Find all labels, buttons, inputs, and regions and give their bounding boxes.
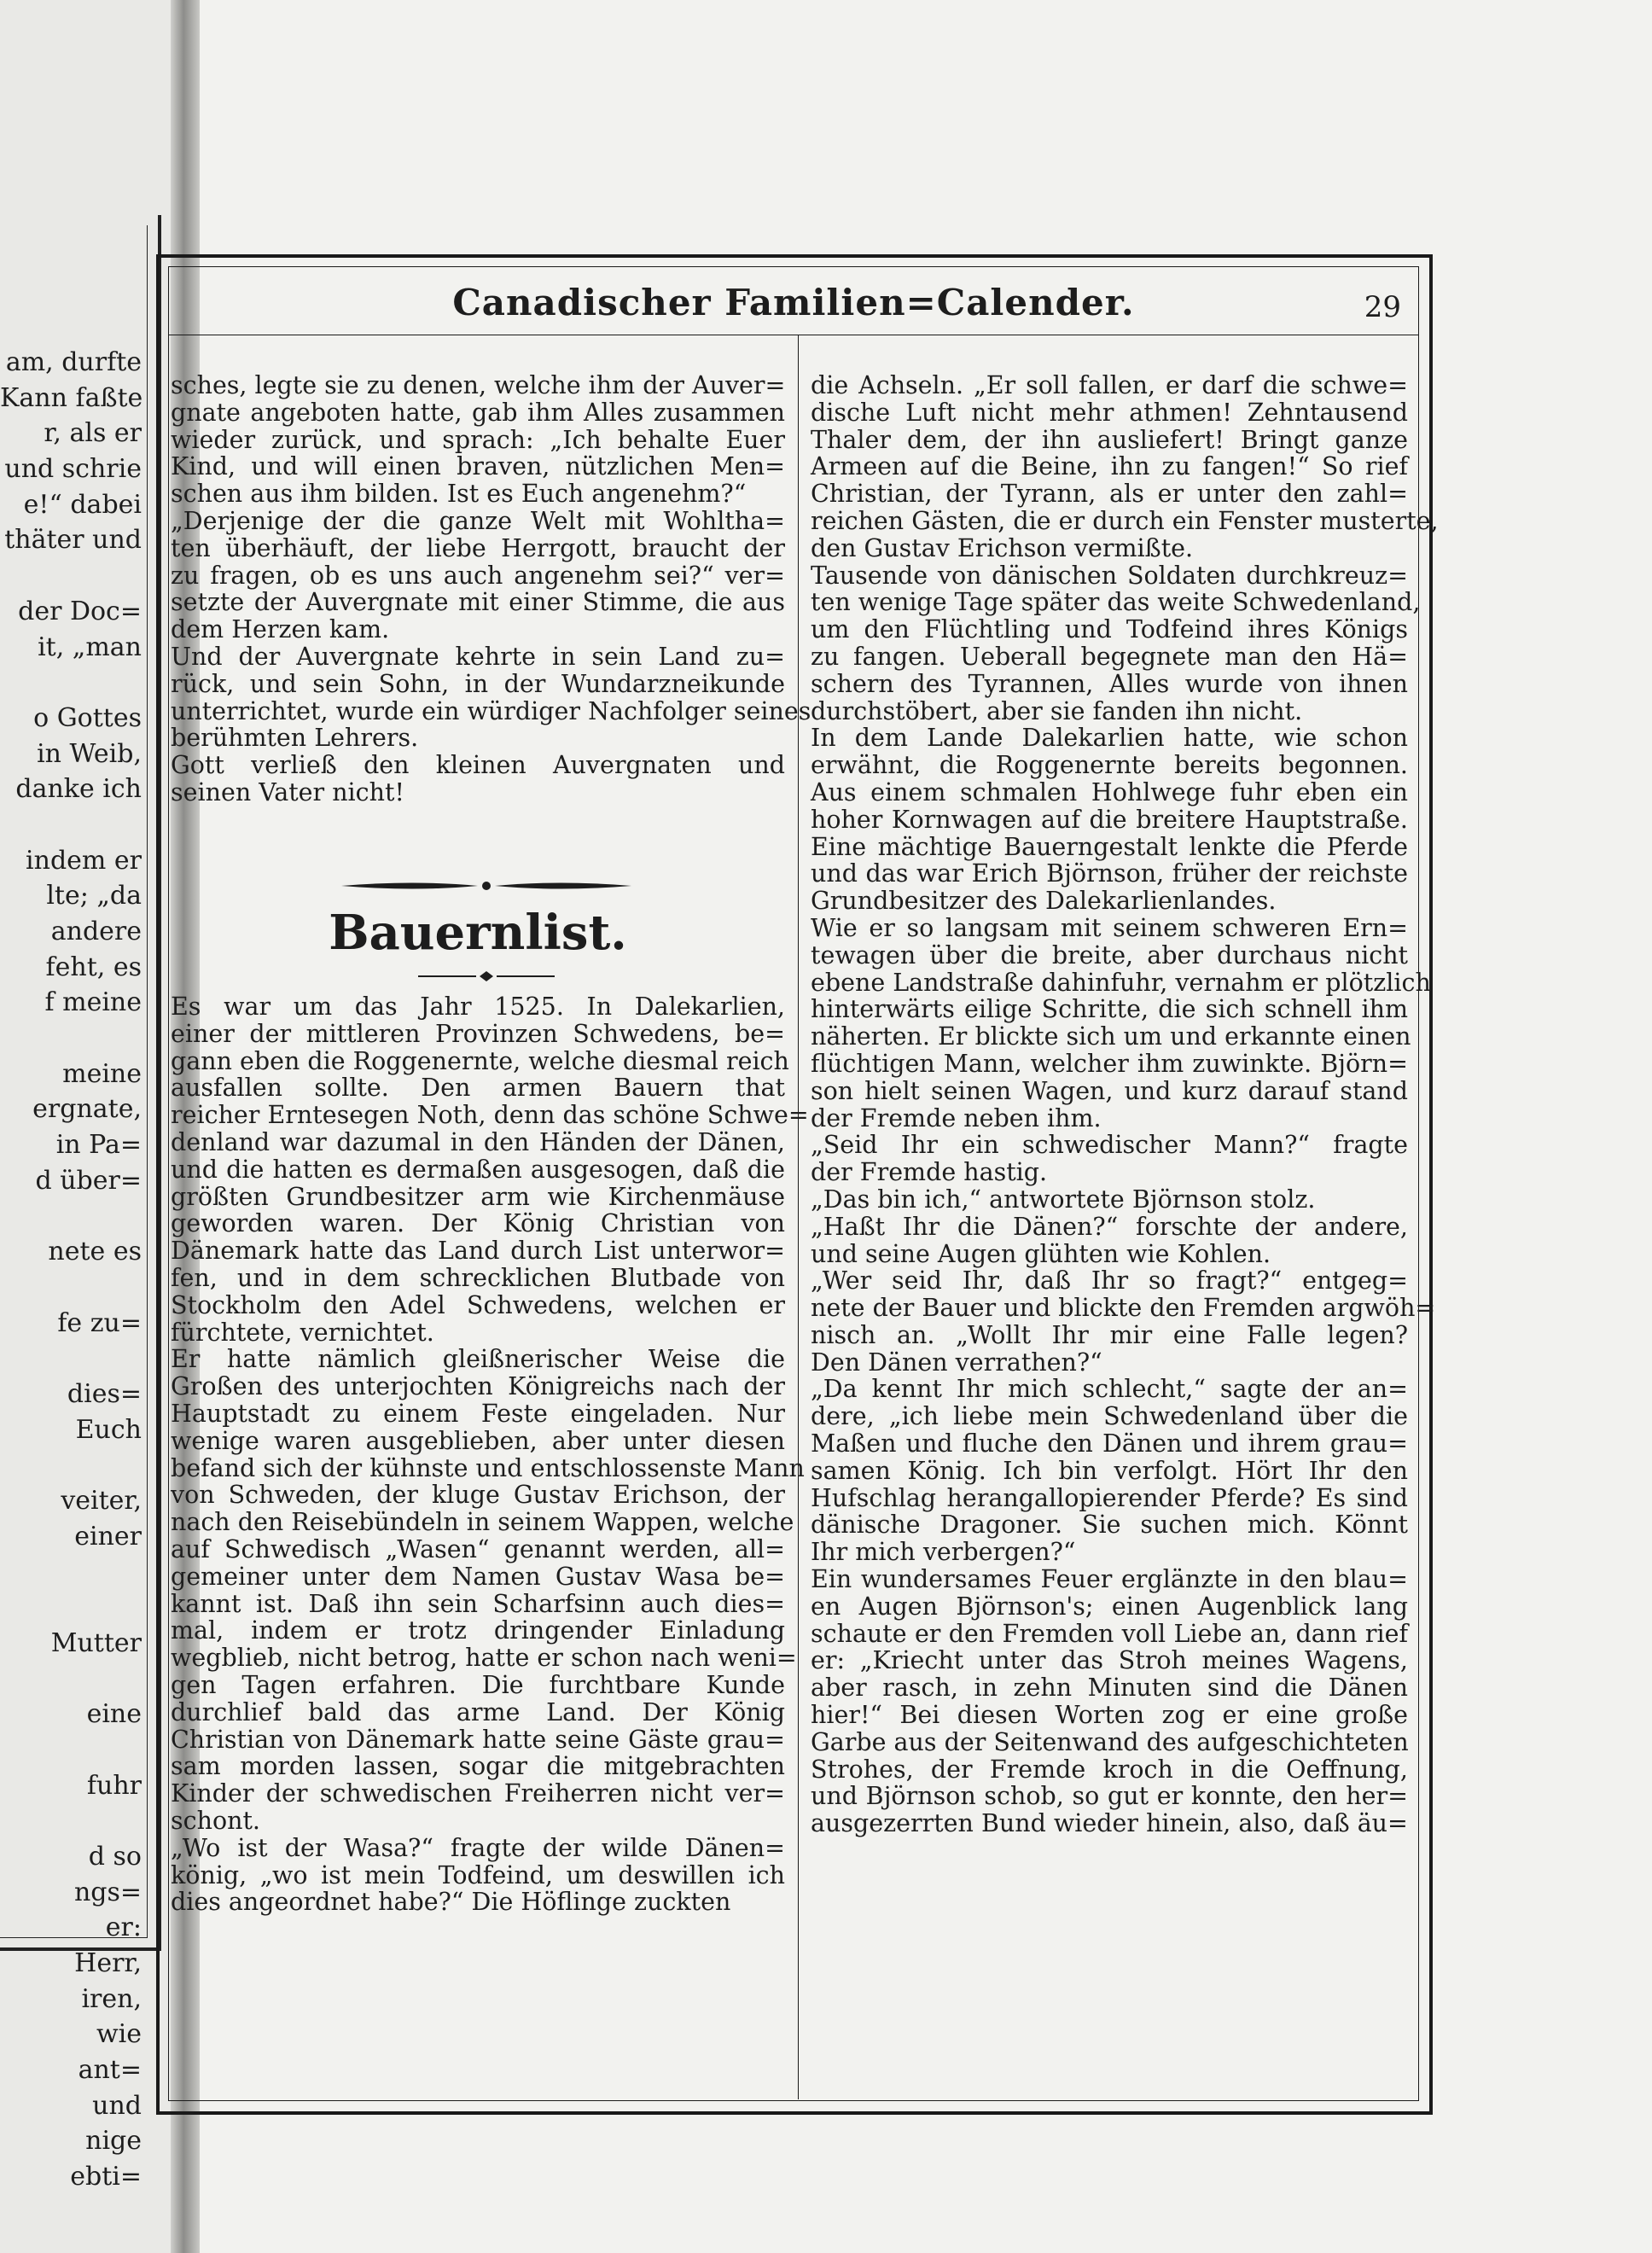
page-number: 29 <box>1364 290 1401 324</box>
text-line: Kinder der schwedischen Freiherren nicht ver= <box>171 1779 785 1808</box>
text-line: sches, legte sie zu denen, welche ihm der Auver= <box>171 371 786 399</box>
text-line: Christian, der Tyrann, als er unter den zahl= <box>811 480 1408 509</box>
left-column-bottom <box>171 993 809 1917</box>
text-line: reicher Erntesegen Noth, denn das schöne Schwe= <box>171 1101 809 1130</box>
text-line: um den Flüchtling und Todfeind ihres Königs <box>811 615 1408 644</box>
column-divider <box>798 335 799 2099</box>
text-line: und seine Augen glühten wie Kohlen. <box>811 1239 1271 1268</box>
text-line: den Gustav Erichson vermißte. <box>811 533 1194 562</box>
section-ornament <box>341 878 631 894</box>
text-line: ten überhäuft, der liebe Herrgott, braucht der <box>171 533 785 562</box>
left-page-text <box>0 345 142 2195</box>
text-line: Dänemark hatte das Land durch List unterwor= <box>171 1237 785 1266</box>
left-page-line: f meine <box>44 987 142 1018</box>
left-page-line <box>0 1590 142 1626</box>
text-line: „Haßt Ihr die Dänen?“ forschte der andere, <box>811 1212 1408 1241</box>
left-page-line <box>0 1021 142 1057</box>
text-line: könig, „wo ist mein Todfeind, um deswillen ich <box>171 1860 785 1889</box>
text-line: Strohes, der Fremde kroch in die Oeffnung, <box>811 1755 1408 1784</box>
left-page-line <box>0 1199 142 1235</box>
text-line: „Wo ist der Wasa?“ fragte der wilde Dänen= <box>171 1833 785 1862</box>
text-line: nete der Bauer und blickte den Fremden argwöh= <box>811 1294 1436 1323</box>
text-line: Aus einem schmalen Hohlwege fuhr eben ein <box>811 777 1408 806</box>
text-line: ten wenige Tage später das weite Schwedenland, <box>811 588 1421 617</box>
text-line: Tausende von dänischen Soldaten durchkreuz= <box>811 561 1408 590</box>
right-column <box>811 371 1439 1838</box>
left-page-line: danke ich <box>15 774 142 805</box>
left-page-line <box>0 1661 142 1697</box>
text-line: die Achseln. „Er soll fallen, er darf die schwe= <box>811 371 1408 399</box>
text-line: sam morden lassen, sogar die mitgebrachten <box>171 1752 785 1781</box>
text-line: „Das bin ich,“ antwortete Björnson stolz. <box>811 1185 1316 1214</box>
text-line: und die hatten es dermaßen ausgesogen, daß die <box>171 1155 785 1184</box>
text-line: gemeiner unter dem Namen Gustav Wasa be= <box>171 1562 785 1591</box>
text-line: „Derjenige der die ganze Welt mit Wohltha= <box>171 506 785 535</box>
text-line: son hielt seinen Wagen, und kurz darauf stand <box>811 1076 1408 1105</box>
text-line: rück, und sein Sohn, in der Wundarzneikunde <box>171 669 785 698</box>
left-page-line: ergnate, <box>32 1094 142 1125</box>
text-line: Den Dänen verrathen?“ <box>811 1348 1102 1377</box>
text-line: berühmten Lehrers. <box>171 724 419 753</box>
left-page-line: er: <box>105 1912 142 1943</box>
text-line: dem Herzen kam. <box>171 615 390 644</box>
text-line: Hauptstadt zu einem Feste eingeladen. Nur <box>171 1399 785 1428</box>
text-line: dänische Dragoner. Sie suchen mich. Könnt <box>811 1511 1408 1540</box>
left-page-line: ngs= <box>73 1877 142 1907</box>
running-header <box>179 275 1408 335</box>
text-line: Garbe aus der Seitenwand des aufgeschichteten <box>811 1727 1409 1756</box>
text-line: zu fragen, ob es uns auch angenehm sei?“ ver= <box>171 561 785 590</box>
left-page-line <box>0 1270 142 1306</box>
left-page-line: meine <box>62 1058 142 1089</box>
text-line: ebene Landstraße dahinfuhr, vernahm er plötzlich <box>811 968 1431 997</box>
left-page-line: Herr, <box>74 1947 142 1978</box>
left-page-line: veiter, <box>61 1486 142 1516</box>
running-title: Canadischer Familien=Calender. <box>452 282 1135 323</box>
left-page-line <box>0 1803 142 1839</box>
left-page-line: Euch <box>75 1414 142 1445</box>
text-line: Er hatte nämlich gleißnerischer Weise die <box>171 1345 785 1374</box>
text-line: der Fremde hastig. <box>811 1158 1048 1187</box>
left-page-line: Mutter <box>50 1627 142 1658</box>
text-line: Großen des unterjochten Königreichs nach der <box>171 1372 785 1401</box>
text-line: wegblieb, nicht betrog, hatte er schon nach weni= <box>171 1644 797 1673</box>
left-page-line: und <box>92 2090 142 2121</box>
text-line: fürchtete, vernichtet. <box>171 1318 434 1347</box>
text-line: en Augen Björnson's; einen Augenblick lang <box>811 1592 1408 1621</box>
text-line: geworden waren. Der König Christian von <box>171 1209 785 1238</box>
text-line: Hufschlag herangallopierender Pferde? Es sind <box>811 1483 1408 1512</box>
text-line: setzte der Auvergnate mit einer Stimme, die aus <box>171 588 785 617</box>
text-line: durchlief bald das arme Land. Der König <box>171 1697 785 1726</box>
left-page-line: nete es <box>48 1237 142 1267</box>
text-line: Christian von Dänemark hatte seine Gäste grau= <box>171 1725 785 1754</box>
left-page-line: d über= <box>35 1165 142 1196</box>
left-page-line: einer <box>74 1521 142 1551</box>
text-line: ausgezerrten Bund wieder hinein, also, daß äu= <box>811 1809 1408 1838</box>
left-page-line <box>0 1341 142 1377</box>
text-line: befand sich der kühnste und entschlossenste Mann <box>171 1453 805 1482</box>
text-line: nisch an. „Wollt Ihr mir eine Falle legen? <box>811 1320 1408 1349</box>
text-line: Armeen auf die Beine, ihn zu fangen!“ So rief <box>811 452 1408 481</box>
text-line: hinterwärts eilige Schritte, die sich schnell ihm <box>811 995 1408 1024</box>
left-page-line: in Weib, <box>37 738 142 769</box>
left-page-line: dies= <box>67 1378 142 1409</box>
left-page-line <box>0 1732 142 1768</box>
left-page-line: am, durfte <box>5 347 142 377</box>
left-column-top <box>171 371 811 806</box>
text-line: reichen Gästen, die er durch ein Fenster musterte, <box>811 506 1439 535</box>
text-line: gen Tagen erfahren. Die furchtbare Kunde <box>171 1670 785 1699</box>
left-page-line: Kann faßte <box>0 382 143 413</box>
text-line: tewagen über die breite, aber durchaus nicht <box>811 940 1408 969</box>
text-line: Maßen und fluche den Dänen und ihrem grau= <box>811 1429 1408 1458</box>
text-line: größten Grundbesitzer arm wie Kirchenmäuse <box>171 1182 785 1211</box>
text-line: aber rasch, in zehn Minuten sind die Dänen <box>811 1674 1408 1703</box>
text-line: Ein wundersames Feuer erglänzte in den blau= <box>811 1565 1408 1594</box>
left-page-line: feht, es <box>45 952 142 982</box>
text-line: nach den Reisebündeln in seinem Wappen, welche <box>171 1508 794 1537</box>
text-line: auf Schwedisch „Wasen“ genannt werden, all= <box>171 1534 785 1563</box>
text-line: unterrichtet, wurde ein würdiger Nachfolger seines <box>171 696 811 725</box>
text-line: „Wer seid Ihr, daß Ihr so fragt?“ entgeg= <box>811 1266 1408 1295</box>
left-page-line: thäter und <box>4 525 142 556</box>
text-line: denland war dazumal in den Händen der Dänen, <box>171 1127 785 1156</box>
text-line: Gott verließ den kleinen Auvergnaten und <box>171 751 785 780</box>
text-line: schen aus ihm bilden. Ist es Euch angenehm?“ <box>171 480 747 509</box>
left-page-line: andere <box>50 917 142 946</box>
text-line: von Schweden, der kluge Gustav Erichson, der <box>171 1481 785 1510</box>
text-line: wenige waren ausgeblieben, aber unter diesen <box>171 1426 785 1455</box>
text-line: dere, „ich liebe mein Schwedenland über die <box>811 1402 1408 1431</box>
text-line: fen, und in dem schrecklichen Blutbade von <box>171 1263 785 1292</box>
text-line: und das war Erich Björnson, früher der reichste <box>811 859 1408 888</box>
text-line: gann eben die Roggenernte, welche diesmal reich <box>171 1046 789 1075</box>
left-page-line: fuhr <box>86 1770 142 1801</box>
text-line: hoher Kornwagen auf die breitere Hauptstraße. <box>811 805 1408 834</box>
text-line: Grundbesitzer des Dalekarlienlandes. <box>811 887 1277 916</box>
text-line: seinen Vater nicht! <box>171 777 404 806</box>
left-page-line <box>0 665 142 701</box>
left-page-line: it, „man <box>38 632 142 662</box>
text-line: hier!“ Bei diesen Worten zog er eine große <box>811 1701 1408 1730</box>
text-line: und Björnson schob, so gut er konnte, den her= <box>811 1782 1408 1811</box>
text-line: schern des Tyrannen, Alles wurde von ihnen <box>811 669 1408 698</box>
text-line: dische Luft nicht mehr athmen! Zehntausend <box>811 398 1408 427</box>
left-page-line: d so <box>88 1841 142 1872</box>
text-line: Ihr mich verbergen?“ <box>811 1538 1076 1567</box>
text-line: der Fremde neben ihm. <box>811 1103 1102 1132</box>
text-line: Stockholm den Adel Schwedens, welchen er <box>171 1290 785 1319</box>
left-page-line <box>0 807 142 843</box>
text-line: dies angeordnet habe?“ Die Höflinge zuckten <box>171 1888 731 1917</box>
left-page-line: in Pa= <box>55 1130 142 1161</box>
text-line: wieder zurück, und sprach: „Ich behalte Euer <box>171 425 785 454</box>
left-page-line: eine <box>86 1699 142 1730</box>
left-page-line: wie <box>96 2019 142 2050</box>
left-page-line: ebti= <box>70 2162 142 2192</box>
title-ornament <box>418 971 555 981</box>
text-line: flüchtigen Mann, welcher ihm zuwinkte. Björn= <box>811 1049 1408 1078</box>
text-line: Es war um das Jahr 1525. In Dalekarlien, <box>171 993 785 1021</box>
text-line: Und der Auvergnate kehrte in sein Land zu= <box>171 642 785 671</box>
text-line: „Da kennt Ihr mich schlecht,“ sagte der an= <box>811 1375 1408 1404</box>
left-page-line: der Doc= <box>18 596 142 626</box>
left-page-line <box>0 558 142 594</box>
text-line: er: „Kriecht unter das Stroh meines Wagens, <box>811 1646 1408 1675</box>
left-page-line <box>0 1554 142 1590</box>
text-line: zu fangen. Ueberall begegnete man den Hä= <box>811 642 1408 671</box>
text-line: erwähnt, die Roggenernte bereits begonnen. <box>811 751 1408 780</box>
left-page-line: nige <box>85 2126 142 2157</box>
text-line: Kind, und will einen braven, nützlichen Men= <box>171 452 785 481</box>
left-page-line: lte; „da <box>46 881 142 911</box>
text-line: Eine mächtige Bauerngestalt lenkte die Pferde <box>811 832 1408 861</box>
left-page-line: fe zu= <box>57 1307 142 1338</box>
text-line: gnate angeboten hatte, gab ihm Alles zusammen <box>171 398 785 427</box>
left-page-line <box>0 1447 142 1483</box>
text-line: Wie er so langsam mit seinem schweren Ern= <box>811 913 1408 942</box>
text-line: schont. <box>171 1806 260 1835</box>
left-page-line: ant= <box>78 2055 142 2085</box>
text-line: In dem Lande Dalekarlien hatte, wie schon <box>811 724 1408 753</box>
text-line: „Seid Ihr ein schwedischer Mann?“ fragte <box>811 1131 1408 1160</box>
text-line: mal, indem er trotz dringender Einladung <box>171 1616 785 1645</box>
text-line: schaute er den Fremden voll Liebe an, dann rief <box>811 1619 1408 1648</box>
text-line: näherten. Er blickte sich um und erkannte einen <box>811 1022 1411 1051</box>
section-title: Bauernlist. <box>329 905 627 961</box>
text-line: Thaler dem, der ihn ausliefert! Bringt ganze <box>811 425 1408 454</box>
text-line: kannt ist. Daß ihn sein Scharfsinn auch dies= <box>171 1589 785 1618</box>
left-page-line: o Gottes <box>33 702 142 733</box>
text-line: samen König. Ich bin verfolgt. Hört Ihr den <box>811 1456 1408 1485</box>
left-page-line: und schrie <box>4 454 142 485</box>
text-line: ausfallen sollte. Den armen Bauern that <box>171 1074 785 1103</box>
text-line: durchstöbert, aber sie fanden ihn nicht. <box>811 696 1303 725</box>
left-page-line: e!“ dabei <box>23 489 142 520</box>
text-line: einer der mittleren Provinzen Schwedens, be= <box>171 1019 785 1048</box>
left-page-line: indem er <box>26 845 142 876</box>
left-page-line: iren, <box>81 1983 142 2014</box>
left-page-line: r, als er <box>44 418 142 449</box>
